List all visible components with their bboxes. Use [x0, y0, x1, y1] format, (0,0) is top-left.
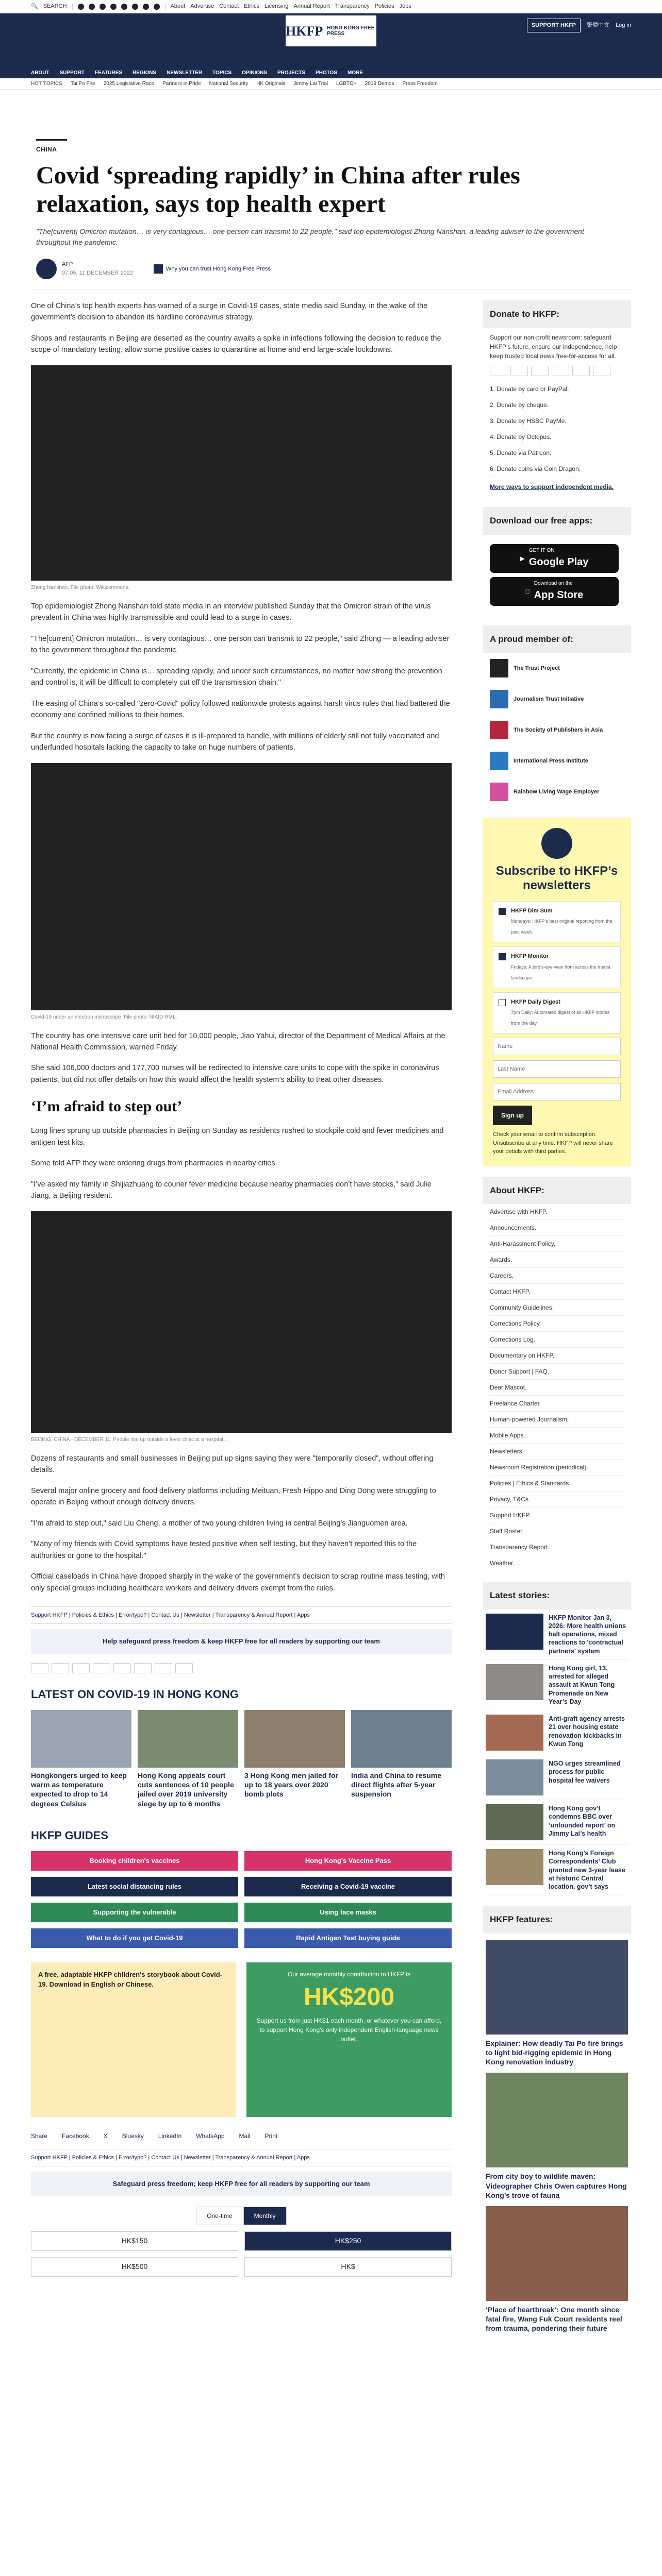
member-logo[interactable]: The Trust Project	[483, 653, 631, 684]
apps-box	[483, 535, 631, 615]
social-icons	[78, 4, 160, 10]
more-ways-link[interactable]: More ways to support independent media.	[490, 483, 614, 491]
share-label: Share	[31, 2132, 48, 2140]
about-link[interactable]: Weather.	[490, 1555, 624, 1571]
paragraph: Official caseloads in China have dropped sharply in the wake of the government’s decision to scrap routine mass testing, with only special groups including healthcare workers and delivery drivers exempt from the rules.	[31, 1572, 445, 1592]
photo-caption: Zhong Nanshan. File photo: Wikicommons.	[31, 584, 130, 590]
about-link[interactable]: Advertise with HKFP.	[490, 1204, 624, 1220]
payment-icons	[31, 1663, 452, 1673]
story-title: Hong Kong gov’t condemns BBC over ‘unfounded report’ on Jimmy Lai’s health	[549, 1805, 616, 1837]
two-column-layout	[0, 290, 662, 2333]
google-play-icon: ▶	[520, 554, 525, 562]
safeguard-banner[interactable]: Safeguard press freedom; keep HKFP free for all readers by supporting our team	[31, 2172, 452, 2196]
about-link[interactable]: Corrections Log.	[490, 1332, 624, 1348]
newsletter-option[interactable]	[493, 992, 621, 1034]
about-link[interactable]: Staff Roster.	[490, 1523, 624, 1539]
newsletter-option[interactable]	[493, 901, 621, 943]
nav-photos[interactable]: PHOTOS	[315, 70, 337, 76]
nav-opinions[interactable]: OPINIONS	[242, 70, 268, 76]
util-link-annual-report[interactable]: Annual Report	[293, 3, 330, 10]
story-title: Hong Kong girl, 13, arrested for alleged assault at Kwun Tong Promenade on New Year’s Day	[549, 1664, 615, 1705]
paragraph: One of China’s top health experts has warned of a surge in Covid-19 cases, state media said Sunday, in the wake of the government’s decision to abandon its hardline coronavirus strategy.	[31, 301, 428, 322]
story-title: Hongkongers urged to keep warm as temperature expected to drop to 14 degrees Celsius	[31, 1771, 127, 1808]
paragraph: But the country is now facing a surge of cases it is ill-prepared to handle, with millions of elderly still not fully vaccinated and underfunded hospitals lacking the capacity to take on huge numbers of patients.	[31, 732, 439, 752]
option-desc: Fridays: A bird’s-eye view from across the media landscape.	[511, 964, 610, 980]
latest-covid-heading: LATEST ON COVID-19 IN HONG KONG	[31, 1687, 239, 1701]
rainbow-icon	[490, 783, 508, 801]
article-footer-links[interactable]: Support HKFP | Policies & Ethics | Error/typo? | Contact Us | Newsletter | Transparency & Annual Report | Apps	[31, 1606, 452, 1624]
trust-icon	[154, 264, 163, 274]
topic-link[interactable]: 2019 Demos	[365, 81, 394, 87]
donation-frequency-toggle	[31, 2207, 452, 2225]
guides-grid	[31, 1851, 452, 1948]
monthly-option[interactable]: Monthly	[243, 2207, 287, 2225]
option-title: HKFP Dim Sum	[511, 907, 553, 914]
trust-project-icon	[490, 659, 508, 677]
author-avatar	[36, 259, 57, 279]
newsletter-option[interactable]	[493, 946, 621, 988]
instagram-icon[interactable]	[100, 4, 106, 10]
donate-box	[483, 328, 631, 497]
member-logo[interactable]: Journalism Trust Initiative	[483, 684, 631, 715]
section-heading: ‘I’m afraid to step out’	[31, 1098, 183, 1115]
mastercard-icon	[52, 1663, 69, 1673]
googlepay-icon	[593, 366, 610, 376]
option-desc: 7pm Daily: Automated digest of all HKFP stories from the day.	[511, 1010, 610, 1026]
nav-support[interactable]: SUPPORT	[59, 70, 85, 76]
util-link-jobs[interactable]: Jobs	[399, 3, 411, 10]
guide-button[interactable]: Receiving a Covid-19 vaccine	[244, 1877, 452, 1896]
feature-item[interactable]	[486, 2206, 628, 2333]
about-link[interactable]: Anti-Harassment Policy.	[490, 1236, 624, 1252]
guide-button[interactable]: Supporting the vulnerable	[31, 1903, 238, 1922]
story-card[interactable]	[244, 1710, 345, 1808]
photo[interactable]	[31, 365, 452, 581]
donate-method[interactable]: 1. Donate by card or PayPal.	[490, 381, 624, 397]
story-thumbnail	[138, 1710, 238, 1768]
logo-text: HONG KONG FREE PRESS	[327, 25, 375, 37]
whatsapp-icon[interactable]	[143, 4, 149, 10]
photo-caption: Covid-19 under an electron microscope. File photo: NIAID-RML.	[31, 1014, 177, 1020]
share-linkedin[interactable]: LinkedIn	[158, 2132, 182, 2140]
donate-method[interactable]: 6. Donate coins via Coin Dragon.	[490, 461, 624, 477]
amount-option[interactable]: HK$500	[31, 2257, 238, 2277]
x-icon[interactable]	[89, 4, 95, 10]
about-link[interactable]: Freelance Charter.	[490, 1396, 624, 1412]
story-title: Hong Kong’s Foreign Correspondents’ Club granted new 3-year lease at historic Central location, gov’t says	[549, 1850, 625, 1891]
member-list	[483, 653, 631, 807]
guide-button[interactable]: Latest social distancing rules	[31, 1877, 238, 1896]
topic-link[interactable]: National Security	[209, 81, 249, 87]
applepay-icon	[572, 366, 590, 376]
google-play-button[interactable]	[490, 544, 619, 573]
search-link[interactable]: SEARCH	[43, 3, 67, 10]
site-logo[interactable]	[286, 15, 376, 46]
nav-more[interactable]: MORE	[347, 70, 363, 76]
last-name-input[interactable]	[493, 1060, 621, 1078]
donation-amounts	[31, 2231, 452, 2277]
article-body	[31, 290, 452, 2333]
article-category[interactable]: CHINA	[36, 146, 57, 153]
telegram-icon[interactable]	[154, 4, 160, 10]
paragraph: Top epidemiologist Zhong Nanshan told state media in an interview published Sunday that the Omicron strain of the virus prevalent in China was highly transmissible and could lead to a surge in cases.	[31, 602, 431, 622]
feature-image	[486, 1940, 628, 2035]
paragraph: The country has one intensive care unit bed for 10,000 people, Jiao Yahui, director of the Department of Medical Affairs at the National Health Commission, warned Friday.	[31, 1031, 445, 1052]
about-link[interactable]: Documentary on HKFP.	[490, 1348, 624, 1364]
paragraph: Long lines sprung up outside pharmacies in Beijing on Sunday as residents rushed to stockpile cold and fever medicines and antigen test kits.	[31, 1127, 444, 1147]
about-link[interactable]: Policies | Ethics & Standards.	[490, 1476, 624, 1492]
amount-option[interactable]: HK$150	[31, 2231, 238, 2251]
main-nav	[0, 67, 662, 78]
email-input[interactable]	[493, 1083, 621, 1100]
hkfp-badge-icon	[541, 828, 572, 859]
about-links	[483, 1204, 631, 1571]
article-title: Covid ‘spreading rapidly’ in China after rules relaxation, says top health expert	[36, 162, 520, 218]
sopa-icon	[490, 721, 508, 739]
guide-button[interactable]: Booking children's vaccines	[31, 1851, 238, 1871]
store-small: Download on the	[532, 581, 571, 587]
story-thumbnail	[486, 1804, 543, 1840]
paragraph: "Many of my friends with Covid symptoms have tested positive when self testing, but they haven’t reported this to the authorities or gone to the hospital."	[31, 1540, 417, 1560]
topic-link[interactable]: LGBTQ+	[336, 81, 357, 87]
donation-ad-amount: HK$200	[303, 1983, 395, 2011]
unionpay-icon	[155, 1663, 172, 1673]
facebook-icon[interactable]	[78, 4, 84, 10]
jti-icon	[490, 690, 508, 708]
donate-method[interactable]: 5. Donate via Patreon.	[490, 445, 624, 461]
about-link[interactable]: Donor Support | FAQ.	[490, 1364, 624, 1380]
paragraph: The easing of China’s so-called "zero-Covid" policy followed nationwide protests against harsh virus rules that had battered the economy and confined millions to their homes.	[31, 699, 450, 720]
about-link[interactable]: Community Guidelines.	[490, 1300, 624, 1316]
story-title: 3 Hong Kong men jailed for up to 18 years over 2020 bomb plots	[244, 1771, 339, 1799]
util-link-policies[interactable]: Policies	[374, 3, 394, 10]
share-whatsapp[interactable]: WhatsApp	[196, 2132, 225, 2140]
guides-heading: HKFP GUIDES	[31, 1828, 108, 1842]
language-link[interactable]: 繁體中文	[587, 22, 610, 28]
story-card[interactable]	[351, 1710, 452, 1808]
hot-topics-label: HOT TOPICS	[31, 81, 62, 87]
paypal-icon	[93, 1663, 110, 1673]
newsletter-note: Check your email to confirm subscription. Unsubscribe at any time. HKFP will never share your details with third parties.	[493, 1131, 613, 1155]
story-thumbnail	[244, 1710, 345, 1768]
linkedin-icon[interactable]	[132, 4, 138, 10]
apple-icon	[525, 587, 530, 596]
alipay-icon	[175, 1663, 193, 1673]
login-link[interactable]: Log in	[616, 22, 631, 28]
nav-projects[interactable]: PROJECTS	[277, 70, 305, 76]
about-link[interactable]: Privacy, T&Cs.	[490, 1492, 624, 1507]
payment-icons	[490, 366, 624, 376]
visa-icon	[31, 1663, 48, 1673]
topic-link[interactable]: 2025 Legislative Race	[103, 81, 155, 87]
util-link-about[interactable]: About	[170, 3, 186, 10]
donation-ad-head: Our average monthly contribution to HKFP is	[288, 1970, 410, 1978]
option-title: HKFP Monitor	[511, 953, 549, 960]
guide-button[interactable]: Using face masks	[244, 1903, 452, 1922]
paragraph: Shops and restaurants in Beijing are deserted as the country awaits a spike in infections following the decision to reduce the scope of mandatory testing, allow some positive cases to quarantine at home and end large-scale lockdowns.	[31, 334, 441, 354]
paragraph: "The[current] Omicron mutation… is very contagious… one person can transmit to 22 people," said Zhong — a leading adviser to the government throughout the pandemic.	[31, 634, 450, 655]
story-card[interactable]	[31, 1710, 131, 1808]
story-card[interactable]	[138, 1710, 238, 1808]
story-title: HKFP Monitor Jan 3, 2026: More health unions halt operations, mixed reactions to 'contractual partners' system	[549, 1614, 626, 1655]
feature-item[interactable]	[486, 2073, 628, 2200]
about-link[interactable]: Human-powered Journalism.	[490, 1412, 624, 1428]
about-link[interactable]: Support HKFP.	[490, 1507, 624, 1523]
story-item[interactable]	[486, 1800, 628, 1845]
paypal-icon	[552, 366, 569, 376]
util-link-transparency[interactable]: Transparency	[335, 3, 370, 10]
about-link[interactable]: Mobile Apps.	[490, 1428, 624, 1444]
utility-bar	[0, 0, 662, 13]
guide-button[interactable]: Hong Kong's Vaccine Pass	[244, 1851, 452, 1871]
member-logo[interactable]: Rainbow Living Wage Employer	[483, 776, 631, 807]
features-heading: HKFP features:	[483, 1906, 631, 1934]
logo-mark: HKFP	[286, 23, 323, 39]
story-item[interactable]	[486, 1710, 628, 1755]
nav-newsletter[interactable]: NEWSLETTER	[167, 70, 203, 76]
store-small: GET IT ON	[528, 548, 555, 554]
util-link-advertise[interactable]: Advertise	[190, 3, 214, 10]
amount-custom[interactable]: HK$	[244, 2257, 452, 2277]
search-icon[interactable]: 🔍	[31, 3, 38, 10]
donate-heading: Donate to HKFP:	[483, 300, 631, 328]
story-thumbnail	[486, 1664, 543, 1700]
story-thumbnail	[31, 1710, 131, 1768]
util-link-licensing[interactable]: Licensing	[264, 3, 289, 10]
util-link-contact[interactable]: Contact	[219, 3, 239, 10]
googlepay-icon	[134, 1663, 152, 1673]
masthead	[0, 13, 662, 67]
topic-link[interactable]: HK Originals	[256, 81, 286, 87]
hot-topics-bar	[0, 78, 662, 90]
store-big: App Store	[532, 589, 581, 601]
storybook-ad[interactable]: A free, adaptable HKFP children's storybook about Covid-19. Download in English or Chinese.	[31, 1962, 236, 2117]
guide-button[interactable]: Rapid Antigen Test buying guide	[244, 1928, 452, 1948]
nav-about[interactable]: ABOUT	[31, 70, 49, 76]
member-logo[interactable]: The Society of Publishers in Asia	[483, 715, 631, 745]
applepay-icon	[113, 1663, 131, 1673]
photo-caption: BEIJING, CHINA - DECEMBER 11: People line up outside a fever clinic at a hospital…	[31, 1436, 228, 1443]
trust-link[interactable]	[154, 264, 271, 274]
story-thumbnail	[486, 1759, 543, 1795]
story-thumbnail	[351, 1710, 452, 1768]
newsletter-title: Subscribe to HKFP’s newsletters	[495, 864, 618, 893]
figure-covid-microscope	[31, 763, 452, 1021]
checkbox[interactable]	[499, 999, 506, 1006]
paragraph: Dozens of restaurants and small businesses in Beijing put up signs saying they were "temporarily closed", without offering details.	[31, 1454, 434, 1475]
threads-icon[interactable]	[121, 4, 127, 10]
about-link[interactable]: Dear Mascot.	[490, 1380, 624, 1396]
about-link[interactable]: Newsletters.	[490, 1444, 624, 1460]
about-link[interactable]: Awards.	[490, 1252, 624, 1268]
stories-heading: Latest stories:	[483, 1582, 631, 1609]
story-title: India and China to resume direct flights after 5-year suspension	[351, 1771, 442, 1799]
one-time-option[interactable]: One-time	[196, 2207, 243, 2225]
paragraph: She said 106,000 doctors and 177,700 nurses will be redirected to intensive care units to cope with the spike in coronavirus patients, but did not offer details on how this would affect the health system’s ability to treat other diseases.	[31, 1064, 439, 1084]
checkbox[interactable]	[499, 953, 506, 960]
guide-button[interactable]: What to do if you get Covid-19	[31, 1928, 238, 1948]
amex-icon	[531, 366, 549, 376]
newsletter-box	[483, 818, 631, 1166]
story-item[interactable]	[486, 1755, 628, 1800]
topic-link[interactable]: Partners in Pride	[162, 81, 201, 87]
nav-topics[interactable]: TOPICS	[212, 70, 232, 76]
about-link[interactable]: Newsroom Registration (periodical).	[490, 1460, 624, 1476]
donation-ad-body: Support us from just HK$1 each month, or whatever you can afford, to support Hong Kong's only independent English-language news outlet.	[256, 2016, 442, 2043]
article-lede: "The[current] Omicron mutation… is very contagious… one person can transmit to 22 people," said top epidemiologist Zhong Nanshan, a leading adviser to the government throughout the pandemic.	[36, 227, 584, 246]
ipi-icon	[490, 752, 508, 770]
latest-covid-list	[31, 1710, 452, 1808]
paragraph: "Currently, the epidemic in China is… spreading rapidly, and under such circumstances, no matter how strong the prevention and control is, it will be difficult to completely cut off the transmission chain."	[31, 667, 442, 687]
nav-features[interactable]: FEATURES	[94, 70, 123, 76]
paragraph: "I’ve asked my family in Shijiazhuang to courier fever medicine because nearby pharmacies don’t have stocks," said Julie Jiang, a Beijing resident.	[31, 1180, 432, 1200]
share-bar	[31, 2131, 452, 2141]
footer-links[interactable]: Support HKFP | Policies & Ethics | Error/typo? | Contact Us | Newsletter | Transparency & Annual Report | Apps	[31, 2149, 452, 2167]
feature-image	[486, 2206, 628, 2301]
paragraph: "I’m afraid to step out," said Liu Cheng, a mother of two young children living in central Beijing’s Jianguomen area.	[31, 1519, 408, 1528]
story-thumbnail	[486, 1849, 543, 1885]
topic-link[interactable]: Jimmy Lai Trial	[293, 81, 328, 87]
feature-image	[486, 2073, 628, 2167]
page-content	[0, 90, 662, 2333]
donate-method[interactable]: 3. Donate by HSBC PayMe.	[490, 413, 624, 429]
about-link[interactable]: Transparency Report.	[490, 1539, 624, 1555]
donation-ad[interactable]	[246, 1962, 452, 2117]
feature-item[interactable]	[486, 1940, 628, 2067]
donate-method[interactable]: 2. Donate by cheque.	[490, 397, 624, 413]
app-store-button[interactable]	[490, 577, 619, 606]
paragraph: Some told AFP they were ordering drugs from pharmacies in nearby cities.	[31, 1159, 277, 1168]
member-logo[interactable]: International Press Institute	[483, 745, 631, 776]
paragraph: Several major online grocery and food delivery platforms including Meituan, Fresh Hippo and Ding Dong were struggling to operate in Beijing without enough delivery drivers.	[31, 1486, 436, 1507]
author-name[interactable]: AFP	[62, 261, 73, 268]
about-link[interactable]: Corrections Policy.	[490, 1316, 624, 1332]
figure-zhong-nanshan	[31, 365, 452, 591]
apps-heading: Download our free apps:	[483, 507, 631, 535]
category-rule	[36, 139, 67, 141]
photo[interactable]	[31, 1211, 452, 1433]
feature-title: Explainer: How deadly Tai Po fire brings to light bid-rigging epidemic in Hong Kong renovation industry	[486, 2039, 623, 2066]
divider	[165, 4, 166, 10]
feature-title: From city boy to wildlife maven: Videographer Chris Owen captures Hong Kong’s trove of fauna	[486, 2172, 627, 2199]
sidebar	[483, 290, 631, 2333]
option-title: HKFP Daily Digest	[511, 998, 560, 1005]
option-desc: Mondays: HKFP’s best original reporting from the past week.	[511, 919, 613, 935]
youtube-icon[interactable]	[110, 4, 117, 10]
story-item[interactable]	[486, 1609, 628, 1660]
amount-option[interactable]: HK$250	[244, 2231, 452, 2251]
features-list	[483, 1940, 631, 2333]
byline	[36, 259, 626, 279]
donate-text: Support our non-profit newsroom: safeguard HKFP’s future, ensure our independence, help keep trusted local news free-for-access for all.	[490, 334, 617, 360]
about-heading: About HKFP:	[483, 1177, 631, 1205]
trust-text: Why you can trust Hong Kong Free Press	[166, 265, 271, 272]
masthead-actions	[527, 19, 631, 32]
support-button[interactable]: SUPPORT HKFP	[527, 19, 581, 32]
support-banner[interactable]: Help safeguard press freedom & keep HKFP free for all readers by supporting our team	[31, 1629, 452, 1654]
checkbox[interactable]	[499, 908, 506, 915]
about-link[interactable]: Contact HKFP.	[490, 1284, 624, 1300]
story-title: NGO urges streamlined process for public hospital fee waivers	[549, 1760, 621, 1784]
article-header	[0, 90, 662, 279]
story-thumbnail	[486, 1614, 543, 1650]
latest-stories	[483, 1609, 631, 1896]
share-print[interactable]: Print	[264, 2132, 278, 2140]
feature-title: ‘Place of heartbreak’: One month since fatal fire, Wang Fuk Court residents reel from trauma, pondering their future	[486, 2306, 622, 2333]
topic-link[interactable]: Tai Po Fire	[70, 81, 95, 87]
share-mail[interactable]: Mail	[239, 2132, 251, 2140]
figure-fever-clinic	[31, 1211, 452, 1444]
about-link[interactable]: Careers.	[490, 1268, 624, 1284]
amex-icon	[72, 1663, 90, 1673]
promo-ads	[31, 1962, 452, 2117]
visa-icon	[490, 366, 507, 376]
mastercard-icon	[510, 366, 528, 376]
share-bluesky[interactable]: Bluesky	[122, 2132, 144, 2140]
divider	[72, 4, 73, 10]
story-title: Anti-graft agency arrests 21 over housing estate renovation kickbacks in Kwun Tong	[549, 1715, 625, 1748]
store-big: Google Play	[528, 556, 589, 568]
photo[interactable]	[31, 763, 452, 1010]
donate-method[interactable]: 4. Donate by Octopus.	[490, 429, 624, 445]
nav-regions[interactable]: REGIONS	[133, 70, 157, 76]
story-thumbnail	[486, 1715, 543, 1751]
first-name-input[interactable]	[493, 1038, 621, 1055]
donate-methods	[490, 381, 624, 477]
share-facebook[interactable]: Facebook	[62, 2132, 89, 2140]
story-title: Hong Kong appeals court cuts sentences of 10 people jailed over 2019 university siege by up to 6 months	[138, 1771, 234, 1808]
share-x[interactable]: X	[103, 2132, 108, 2140]
publish-date: 07:05, 11 DECEMBER 2022	[62, 269, 133, 276]
about-link[interactable]: Announcements.	[490, 1220, 624, 1236]
story-item[interactable]	[486, 1660, 628, 1710]
signup-button[interactable]: Sign up	[493, 1106, 532, 1125]
member-heading: A proud member of:	[483, 625, 631, 653]
topic-link[interactable]: Press Freedom	[402, 81, 438, 87]
story-item[interactable]	[486, 1845, 628, 1895]
util-link-ethics[interactable]: Ethics	[244, 3, 260, 10]
